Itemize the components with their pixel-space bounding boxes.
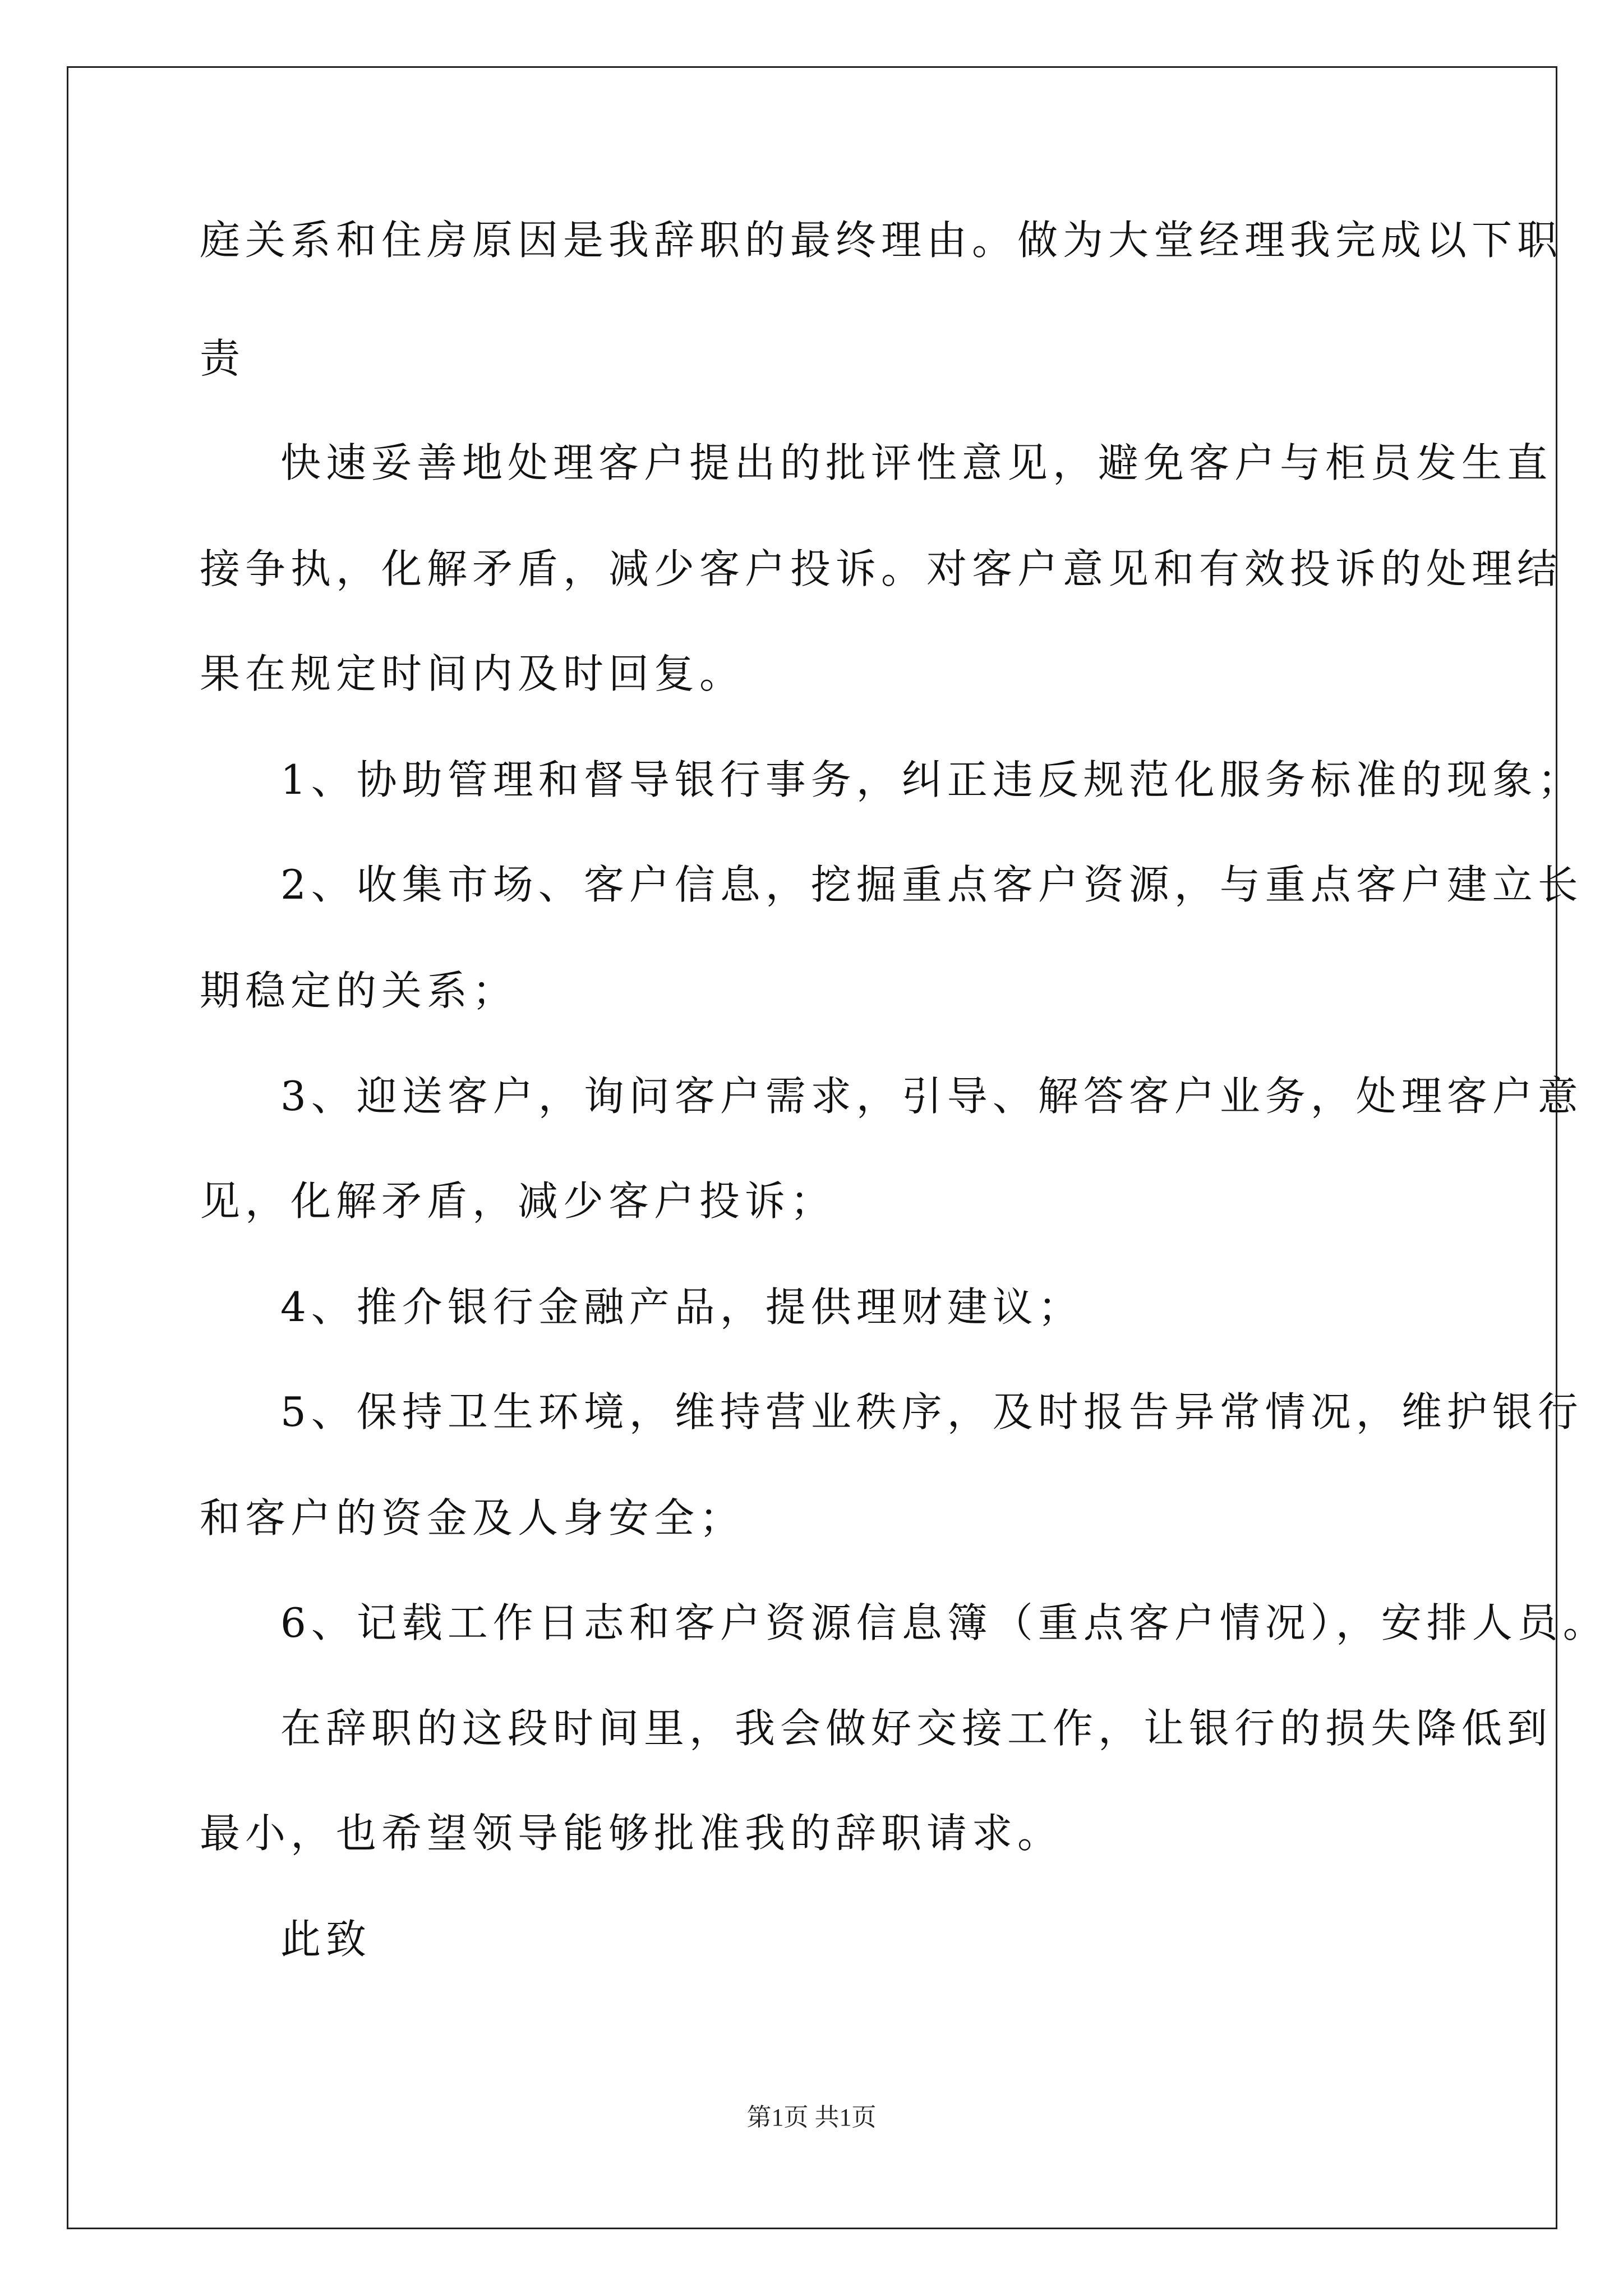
list-item: 3、迎送客户，询问客户需求，引导、解答客户业务，处理客户意 bbox=[280, 1073, 1583, 1120]
list-item: 1、协助管理和督导银行事务，纠正违反规范化服务标准的现象； bbox=[280, 756, 1583, 803]
paragraph-line: 和客户的资金及人身安全； bbox=[200, 1494, 745, 1542]
paragraph-line: 果在规定时间内及时回复。 bbox=[200, 650, 745, 697]
list-item: 6、记载工作日志和客户资源信息簿（重点客户情况），安排人员。 bbox=[280, 1599, 1608, 1646]
paragraph-line: 最小，也希望领导能够批准我的辞职请求。 bbox=[200, 1810, 1063, 1857]
paragraph-line: 见，化解矛盾，减少客户投诉； bbox=[200, 1177, 836, 1225]
list-item: 4、推介银行金融产品，提供理财建议； bbox=[280, 1283, 1083, 1331]
paragraph-line: 责 bbox=[200, 335, 246, 382]
paragraph-line: 期稳定的关系； bbox=[200, 967, 518, 1014]
page-frame bbox=[67, 66, 1557, 2229]
list-item: 2、收集市场、客户信息，挖掘重点客户资源，与重点客户建立长 bbox=[280, 861, 1583, 908]
paragraph-line: 接争执，化解矛盾，减少客户投诉。对客户意见和有效投诉的处理结 bbox=[200, 545, 1563, 592]
paragraph-line: 在辞职的这段时间里，我会做好交接工作，让银行的损失降低到 bbox=[280, 1705, 1553, 1752]
closing-salutation: 此致 bbox=[280, 1916, 372, 1963]
page-number: 第1页 共1页 bbox=[746, 2104, 877, 2131]
list-item: 5、保持卫生环境，维持营业秩序，及时报告异常情况，维护银行 bbox=[280, 1388, 1583, 1435]
paragraph-line: 快速妥善地处理客户提出的批评性意见，避免客户与柜员发生直 bbox=[280, 439, 1553, 486]
paragraph-line: 庭关系和住房原因是我辞职的最终理由。做为大堂经理我完成以下职 bbox=[200, 217, 1563, 264]
